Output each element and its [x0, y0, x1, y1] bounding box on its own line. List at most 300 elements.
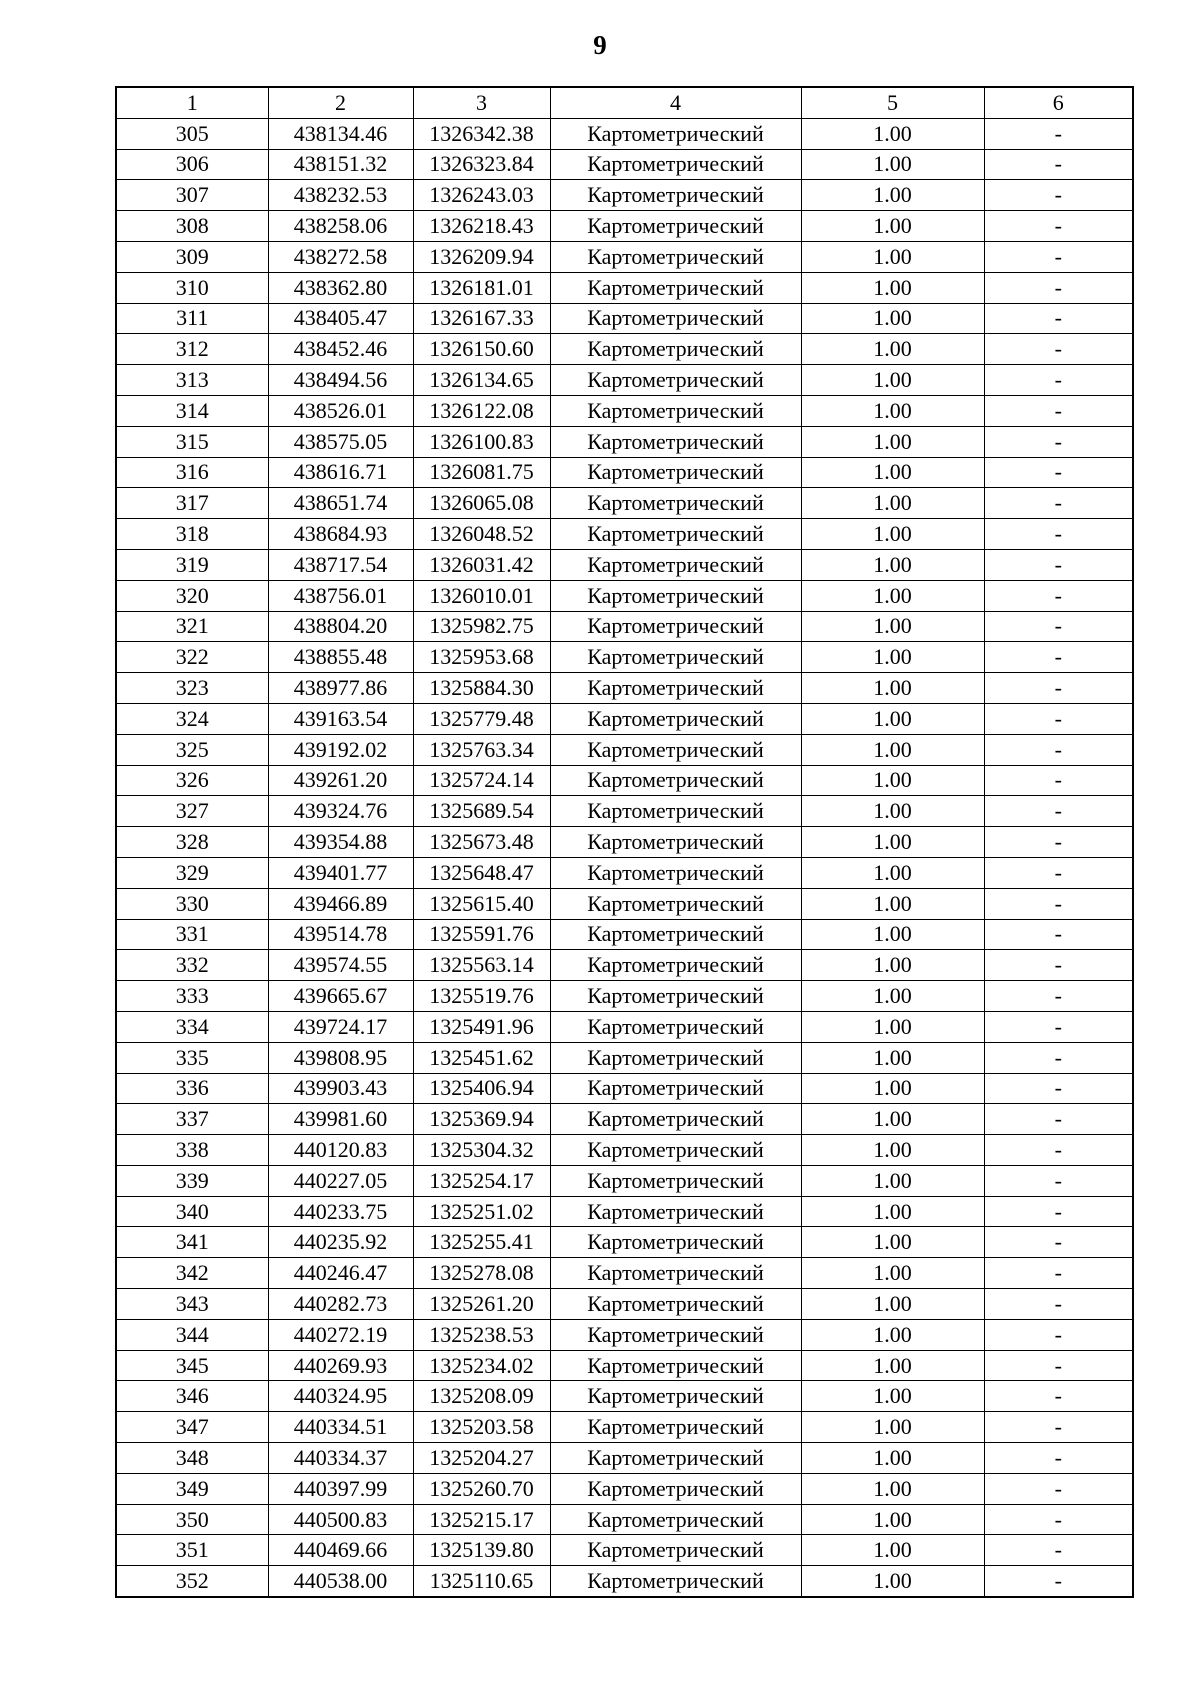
table-row: [116, 1504, 1133, 1535]
y-coordinate-cell: 1325763.34: [413, 734, 550, 765]
method-cell: Картометрический: [550, 303, 801, 334]
table-row: [116, 888, 1133, 919]
accuracy-cell: 1.00: [801, 1350, 984, 1381]
method-cell: Картометрический: [550, 981, 801, 1012]
point-number-cell: 327: [116, 796, 268, 827]
y-coordinate-cell: 1325615.40: [413, 888, 550, 919]
point-number-cell: 332: [116, 950, 268, 981]
x-coordinate-cell: 439163.54: [268, 703, 413, 734]
table-row: [116, 1566, 1133, 1597]
point-number-cell: 308: [116, 211, 268, 242]
x-coordinate-cell: 439981.60: [268, 1104, 413, 1135]
point-number-cell: 321: [116, 611, 268, 642]
x-coordinate-cell: 438134.46: [268, 118, 413, 149]
method-cell: Картометрический: [550, 1535, 801, 1566]
method-cell: Картометрический: [550, 1443, 801, 1474]
x-coordinate-cell: 438575.05: [268, 426, 413, 457]
method-cell: Картометрический: [550, 950, 801, 981]
x-coordinate-cell: 438855.48: [268, 642, 413, 673]
point-number-cell: 322: [116, 642, 268, 673]
point-number-cell: 313: [116, 365, 268, 396]
description-cell: -: [984, 549, 1133, 580]
x-coordinate-cell: 438362.80: [268, 272, 413, 303]
method-cell: Картометрический: [550, 149, 801, 180]
method-cell: Картометрический: [550, 1227, 801, 1258]
description-cell: -: [984, 919, 1133, 950]
description-cell: -: [984, 1165, 1133, 1196]
description-cell: -: [984, 734, 1133, 765]
y-coordinate-cell: 1325260.70: [413, 1473, 550, 1504]
point-number-cell: 352: [116, 1566, 268, 1597]
accuracy-cell: 1.00: [801, 827, 984, 858]
accuracy-cell: 1.00: [801, 1165, 984, 1196]
x-coordinate-cell: 440233.75: [268, 1196, 413, 1227]
point-number-cell: 310: [116, 272, 268, 303]
method-cell: Картометрический: [550, 796, 801, 827]
accuracy-cell: 1.00: [801, 303, 984, 334]
method-cell: Картометрический: [550, 488, 801, 519]
x-coordinate-cell: 438756.01: [268, 580, 413, 611]
accuracy-cell: 1.00: [801, 1412, 984, 1443]
x-coordinate-cell: 438526.01: [268, 395, 413, 426]
y-coordinate-cell: 1326209.94: [413, 241, 550, 272]
x-coordinate-cell: 440282.73: [268, 1289, 413, 1320]
table-row: [116, 796, 1133, 827]
accuracy-cell: 1.00: [801, 1381, 984, 1412]
description-cell: -: [984, 334, 1133, 365]
x-coordinate-cell: 438151.32: [268, 149, 413, 180]
description-cell: -: [984, 1381, 1133, 1412]
y-coordinate-cell: 1326342.38: [413, 118, 550, 149]
description-cell: -: [984, 241, 1133, 272]
x-coordinate-cell: 439192.02: [268, 734, 413, 765]
accuracy-cell: 1.00: [801, 796, 984, 827]
y-coordinate-cell: 1326134.65: [413, 365, 550, 396]
description-cell: -: [984, 611, 1133, 642]
point-number-cell: 323: [116, 673, 268, 704]
point-number-cell: 311: [116, 303, 268, 334]
description-cell: -: [984, 149, 1133, 180]
accuracy-cell: 1.00: [801, 549, 984, 580]
accuracy-cell: 1.00: [801, 1319, 984, 1350]
point-number-cell: 343: [116, 1289, 268, 1320]
description-cell: -: [984, 1319, 1133, 1350]
point-number-cell: 318: [116, 519, 268, 550]
point-number-cell: 325: [116, 734, 268, 765]
y-coordinate-cell: 1325254.17: [413, 1165, 550, 1196]
description-cell: -: [984, 519, 1133, 550]
accuracy-cell: 1.00: [801, 365, 984, 396]
description-cell: -: [984, 1196, 1133, 1227]
accuracy-cell: 1.00: [801, 1011, 984, 1042]
table-row: [116, 1381, 1133, 1412]
table-row: [116, 1135, 1133, 1166]
accuracy-cell: 1.00: [801, 734, 984, 765]
x-coordinate-cell: 439466.89: [268, 888, 413, 919]
table-row: [116, 519, 1133, 550]
table-row: [116, 1042, 1133, 1073]
accuracy-cell: 1.00: [801, 211, 984, 242]
column-header: 2: [268, 87, 413, 118]
description-cell: -: [984, 1443, 1133, 1474]
description-cell: -: [984, 1535, 1133, 1566]
accuracy-cell: 1.00: [801, 888, 984, 919]
x-coordinate-cell: 440269.93: [268, 1350, 413, 1381]
method-cell: Картометрический: [550, 211, 801, 242]
table-row: [116, 1443, 1133, 1474]
table-row: [116, 703, 1133, 734]
y-coordinate-cell: 1325204.27: [413, 1443, 550, 1474]
table-row: [116, 919, 1133, 950]
description-cell: -: [984, 1073, 1133, 1104]
method-cell: Картометрический: [550, 888, 801, 919]
table-row: [116, 180, 1133, 211]
y-coordinate-cell: 1325884.30: [413, 673, 550, 704]
accuracy-cell: 1.00: [801, 1473, 984, 1504]
description-cell: -: [984, 1011, 1133, 1042]
y-coordinate-cell: 1325278.08: [413, 1258, 550, 1289]
point-number-cell: 307: [116, 180, 268, 211]
y-coordinate-cell: 1325953.68: [413, 642, 550, 673]
table-row: [116, 734, 1133, 765]
y-coordinate-cell: 1325982.75: [413, 611, 550, 642]
point-number-cell: 340: [116, 1196, 268, 1227]
description-cell: -: [984, 488, 1133, 519]
method-cell: Картометрический: [550, 1319, 801, 1350]
table-row: [116, 1319, 1133, 1350]
accuracy-cell: 1.00: [801, 118, 984, 149]
point-number-cell: 342: [116, 1258, 268, 1289]
x-coordinate-cell: 438258.06: [268, 211, 413, 242]
table-row: [116, 365, 1133, 396]
point-number-cell: 330: [116, 888, 268, 919]
y-coordinate-cell: 1325779.48: [413, 703, 550, 734]
y-coordinate-cell: 1325215.17: [413, 1504, 550, 1535]
method-cell: Картометрический: [550, 580, 801, 611]
page-number: 9: [593, 30, 607, 60]
description-cell: -: [984, 1227, 1133, 1258]
point-number-cell: 341: [116, 1227, 268, 1258]
accuracy-cell: 1.00: [801, 1504, 984, 1535]
description-cell: -: [984, 180, 1133, 211]
accuracy-cell: 1.00: [801, 1535, 984, 1566]
accuracy-cell: 1.00: [801, 981, 984, 1012]
y-coordinate-cell: 1326243.03: [413, 180, 550, 211]
description-cell: -: [984, 1289, 1133, 1320]
y-coordinate-cell: 1325563.14: [413, 950, 550, 981]
method-cell: Картометрический: [550, 611, 801, 642]
x-coordinate-cell: 440272.19: [268, 1319, 413, 1350]
accuracy-cell: 1.00: [801, 611, 984, 642]
description-cell: -: [984, 1504, 1133, 1535]
point-number-cell: 314: [116, 395, 268, 426]
x-coordinate-cell: 439401.77: [268, 857, 413, 888]
x-coordinate-cell: 440397.99: [268, 1473, 413, 1504]
method-cell: Картометрический: [550, 857, 801, 888]
description-cell: -: [984, 888, 1133, 919]
point-number-cell: 329: [116, 857, 268, 888]
accuracy-cell: 1.00: [801, 1196, 984, 1227]
point-number-cell: 337: [116, 1104, 268, 1135]
x-coordinate-cell: 440334.51: [268, 1412, 413, 1443]
point-number-cell: 347: [116, 1412, 268, 1443]
y-coordinate-cell: 1326010.01: [413, 580, 550, 611]
x-coordinate-cell: 438232.53: [268, 180, 413, 211]
method-cell: Картометрический: [550, 241, 801, 272]
point-number-cell: 351: [116, 1535, 268, 1566]
table-row: [116, 334, 1133, 365]
method-cell: Картометрический: [550, 334, 801, 365]
x-coordinate-cell: 439354.88: [268, 827, 413, 858]
method-cell: Картометрический: [550, 118, 801, 149]
table-row: [116, 1165, 1133, 1196]
method-cell: Картометрический: [550, 1135, 801, 1166]
y-coordinate-cell: 1325255.41: [413, 1227, 550, 1258]
accuracy-cell: 1.00: [801, 395, 984, 426]
y-coordinate-cell: 1326150.60: [413, 334, 550, 365]
point-number-cell: 306: [116, 149, 268, 180]
table-row: [116, 303, 1133, 334]
accuracy-cell: 1.00: [801, 950, 984, 981]
accuracy-cell: 1.00: [801, 1135, 984, 1166]
method-cell: Картометрический: [550, 457, 801, 488]
point-number-cell: 326: [116, 765, 268, 796]
y-coordinate-cell: 1325238.53: [413, 1319, 550, 1350]
table-row: [116, 488, 1133, 519]
point-number-cell: 312: [116, 334, 268, 365]
method-cell: Картометрический: [550, 1196, 801, 1227]
y-coordinate-cell: 1325689.54: [413, 796, 550, 827]
y-coordinate-cell: 1325406.94: [413, 1073, 550, 1104]
column-header: 1: [116, 87, 268, 118]
table-row: [116, 981, 1133, 1012]
y-coordinate-cell: 1325110.65: [413, 1566, 550, 1597]
description-cell: -: [984, 673, 1133, 704]
coordinates-table: [115, 86, 1134, 1598]
table-row: [116, 1227, 1133, 1258]
accuracy-cell: 1.00: [801, 1566, 984, 1597]
accuracy-cell: 1.00: [801, 1073, 984, 1104]
y-coordinate-cell: 1325673.48: [413, 827, 550, 858]
table-row: [116, 1473, 1133, 1504]
method-cell: Картометрический: [550, 1566, 801, 1597]
column-header: 6: [984, 87, 1133, 118]
point-number-cell: 336: [116, 1073, 268, 1104]
description-cell: -: [984, 457, 1133, 488]
point-number-cell: 334: [116, 1011, 268, 1042]
method-cell: Картометрический: [550, 549, 801, 580]
point-number-cell: 348: [116, 1443, 268, 1474]
method-cell: Картометрический: [550, 519, 801, 550]
accuracy-cell: 1.00: [801, 457, 984, 488]
method-cell: Картометрический: [550, 642, 801, 673]
y-coordinate-cell: 1325369.94: [413, 1104, 550, 1135]
y-coordinate-cell: 1325251.02: [413, 1196, 550, 1227]
table-row: [116, 457, 1133, 488]
accuracy-cell: 1.00: [801, 642, 984, 673]
method-cell: Картометрический: [550, 1412, 801, 1443]
column-header: 3: [413, 87, 550, 118]
x-coordinate-cell: 440500.83: [268, 1504, 413, 1535]
table-row: [116, 549, 1133, 580]
method-cell: Картометрический: [550, 673, 801, 704]
description-cell: -: [984, 642, 1133, 673]
y-coordinate-cell: 1325648.47: [413, 857, 550, 888]
method-cell: Картометрический: [550, 1350, 801, 1381]
description-cell: -: [984, 365, 1133, 396]
column-header: 4: [550, 87, 801, 118]
y-coordinate-cell: 1325208.09: [413, 1381, 550, 1412]
x-coordinate-cell: 438494.56: [268, 365, 413, 396]
x-coordinate-cell: 438452.46: [268, 334, 413, 365]
table-row: [116, 673, 1133, 704]
accuracy-cell: 1.00: [801, 334, 984, 365]
y-coordinate-cell: 1326122.08: [413, 395, 550, 426]
method-cell: Картометрический: [550, 365, 801, 396]
accuracy-cell: 1.00: [801, 765, 984, 796]
y-coordinate-cell: 1325234.02: [413, 1350, 550, 1381]
y-coordinate-cell: 1326100.83: [413, 426, 550, 457]
method-cell: Картометрический: [550, 1504, 801, 1535]
x-coordinate-cell: 440324.95: [268, 1381, 413, 1412]
description-cell: -: [984, 272, 1133, 303]
description-cell: -: [984, 303, 1133, 334]
accuracy-cell: 1.00: [801, 1042, 984, 1073]
x-coordinate-cell: 438616.71: [268, 457, 413, 488]
table-row: [116, 118, 1133, 149]
method-cell: Картометрический: [550, 1042, 801, 1073]
point-number-cell: 317: [116, 488, 268, 519]
table-row: [116, 1289, 1133, 1320]
table-row: [116, 1535, 1133, 1566]
table-row: [116, 272, 1133, 303]
point-number-cell: 331: [116, 919, 268, 950]
table-body: [116, 87, 1133, 1597]
method-cell: Картометрический: [550, 1473, 801, 1504]
x-coordinate-cell: 439514.78: [268, 919, 413, 950]
point-number-cell: 339: [116, 1165, 268, 1196]
point-number-cell: 344: [116, 1319, 268, 1350]
table-row: [116, 211, 1133, 242]
x-coordinate-cell: 438272.58: [268, 241, 413, 272]
y-coordinate-cell: 1326218.43: [413, 211, 550, 242]
table-row: [116, 611, 1133, 642]
accuracy-cell: 1.00: [801, 519, 984, 550]
table-row: [116, 241, 1133, 272]
point-number-cell: 316: [116, 457, 268, 488]
method-cell: Картометрический: [550, 180, 801, 211]
point-number-cell: 335: [116, 1042, 268, 1073]
point-number-cell: 346: [116, 1381, 268, 1412]
method-cell: Картометрический: [550, 1104, 801, 1135]
accuracy-cell: 1.00: [801, 1227, 984, 1258]
table-row: [116, 1011, 1133, 1042]
accuracy-cell: 1.00: [801, 241, 984, 272]
x-coordinate-cell: 438804.20: [268, 611, 413, 642]
x-coordinate-cell: 438684.93: [268, 519, 413, 550]
method-cell: Картометрический: [550, 827, 801, 858]
description-cell: -: [984, 395, 1133, 426]
x-coordinate-cell: 439324.76: [268, 796, 413, 827]
accuracy-cell: 1.00: [801, 180, 984, 211]
y-coordinate-cell: 1326167.33: [413, 303, 550, 334]
accuracy-cell: 1.00: [801, 703, 984, 734]
x-coordinate-cell: 439261.20: [268, 765, 413, 796]
method-cell: Картометрический: [550, 1381, 801, 1412]
y-coordinate-cell: 1326031.42: [413, 549, 550, 580]
table-row: [116, 149, 1133, 180]
y-coordinate-cell: 1325451.62: [413, 1042, 550, 1073]
x-coordinate-cell: 438405.47: [268, 303, 413, 334]
method-cell: Картометрический: [550, 1165, 801, 1196]
description-cell: -: [984, 1042, 1133, 1073]
x-coordinate-cell: 440334.37: [268, 1443, 413, 1474]
point-number-cell: 309: [116, 241, 268, 272]
point-number-cell: 315: [116, 426, 268, 457]
x-coordinate-cell: 439724.17: [268, 1011, 413, 1042]
description-cell: -: [984, 703, 1133, 734]
accuracy-cell: 1.00: [801, 919, 984, 950]
x-coordinate-cell: 438651.74: [268, 488, 413, 519]
table-row: [116, 765, 1133, 796]
accuracy-cell: 1.00: [801, 488, 984, 519]
method-cell: Картометрический: [550, 272, 801, 303]
table-row: [116, 580, 1133, 611]
y-coordinate-cell: 1326181.01: [413, 272, 550, 303]
x-coordinate-cell: 439574.55: [268, 950, 413, 981]
description-cell: -: [984, 981, 1133, 1012]
method-cell: Картометрический: [550, 734, 801, 765]
table-row: [116, 642, 1133, 673]
description-cell: -: [984, 1473, 1133, 1504]
x-coordinate-cell: 440469.66: [268, 1535, 413, 1566]
point-number-cell: 338: [116, 1135, 268, 1166]
x-coordinate-cell: 440120.83: [268, 1135, 413, 1166]
table-row: [116, 426, 1133, 457]
method-cell: Картометрический: [550, 1258, 801, 1289]
table-row: [116, 1412, 1133, 1443]
point-number-cell: 305: [116, 118, 268, 149]
column-header: 5: [801, 87, 984, 118]
accuracy-cell: 1.00: [801, 1443, 984, 1474]
method-cell: Картометрический: [550, 426, 801, 457]
description-cell: -: [984, 426, 1133, 457]
description-cell: -: [984, 1350, 1133, 1381]
y-coordinate-cell: 1326323.84: [413, 149, 550, 180]
accuracy-cell: 1.00: [801, 1289, 984, 1320]
y-coordinate-cell: 1325261.20: [413, 1289, 550, 1320]
x-coordinate-cell: 438717.54: [268, 549, 413, 580]
description-cell: -: [984, 211, 1133, 242]
y-coordinate-cell: 1325724.14: [413, 765, 550, 796]
table-row: [116, 1196, 1133, 1227]
description-cell: -: [984, 1566, 1133, 1597]
table-row: [116, 857, 1133, 888]
method-cell: Картометрический: [550, 395, 801, 426]
point-number-cell: 333: [116, 981, 268, 1012]
point-number-cell: 345: [116, 1350, 268, 1381]
description-cell: -: [984, 765, 1133, 796]
x-coordinate-cell: 439808.95: [268, 1042, 413, 1073]
accuracy-cell: 1.00: [801, 149, 984, 180]
table-row: [116, 1104, 1133, 1135]
method-cell: Картометрический: [550, 919, 801, 950]
description-cell: -: [984, 950, 1133, 981]
y-coordinate-cell: 1325203.58: [413, 1412, 550, 1443]
table-row: [116, 1350, 1133, 1381]
description-cell: -: [984, 1104, 1133, 1135]
y-coordinate-cell: 1326081.75: [413, 457, 550, 488]
